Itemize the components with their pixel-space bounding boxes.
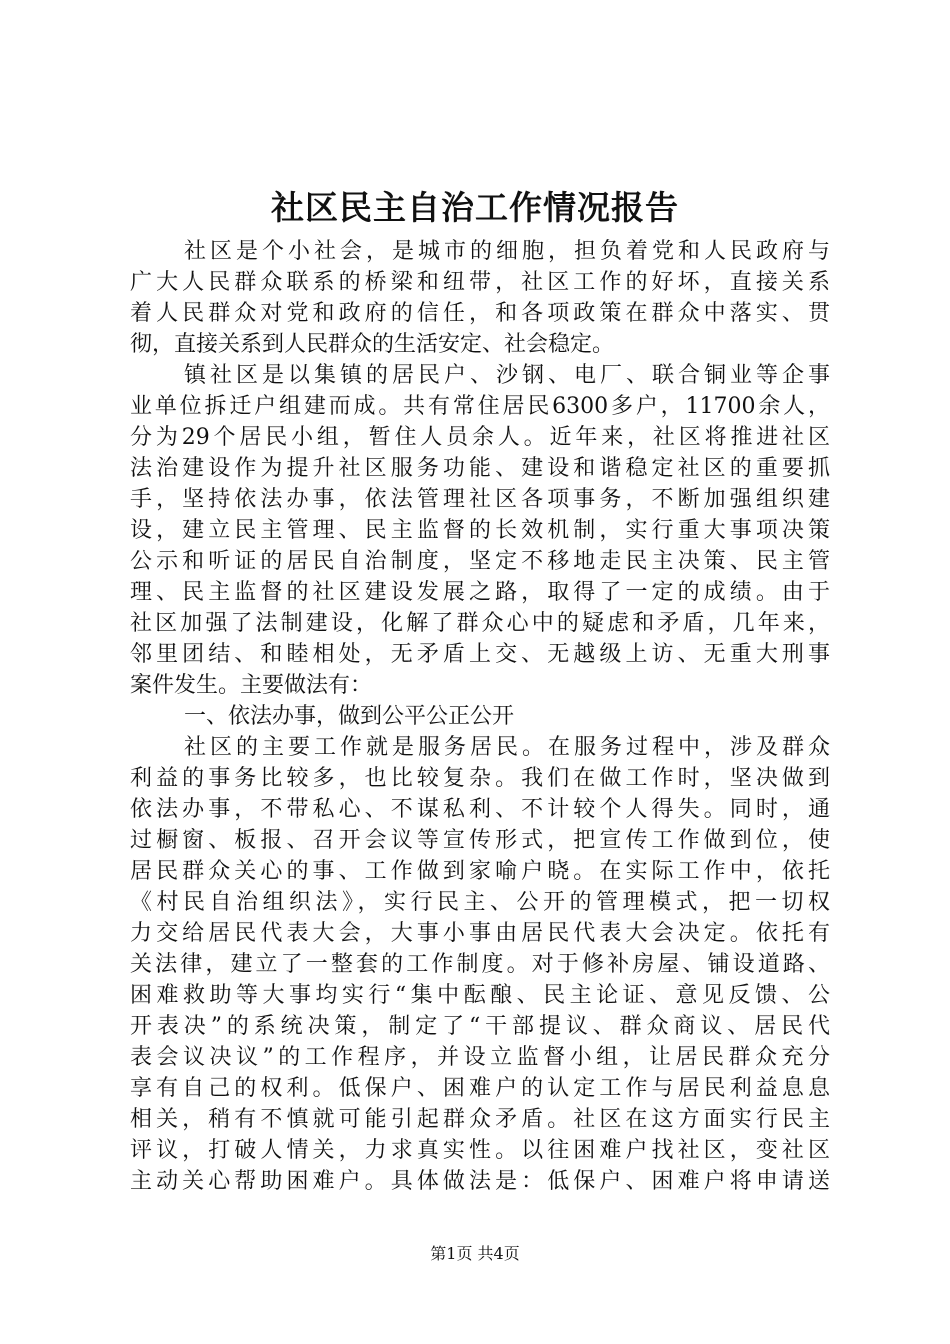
- document-title: 社区民主自治工作情况报告: [271, 188, 679, 227]
- text-line: 广大人民群众联系的桥梁和纽带，社区工作的好坏，直接关系: [130, 270, 830, 295]
- section-heading: 一、依法办事，做到公平公正公开: [184, 704, 515, 729]
- text-line: 理、民主监督的社区建设发展之路，取得了一定的成绩。由于: [130, 580, 830, 605]
- text-line: 关法律，建立了一整套的工作制度。对于修补房屋、铺设道路、: [130, 952, 830, 977]
- text-line: 居民群众关心的事、工作做到家喻户晓。在实际工作中，依托: [130, 859, 830, 884]
- text-line: 法治建设作为提升社区服务功能、建设和谐稳定社区的重要抓: [130, 456, 830, 481]
- text-line: 手，坚持依法办事，依法管理社区各项事务，不断加强组织建: [130, 487, 830, 512]
- text-line: 主动关心帮助困难户。具体做法是：低保户、困难户将申请送: [130, 1169, 830, 1194]
- text-line: 彻，直接关系到人民群众的生活安定、社会稳定。: [130, 332, 615, 357]
- text-line: 镇社区是以集镇的居民户、沙钢、电厂、联合铜业等企事: [184, 363, 830, 388]
- text-line: 分为29个居民小组，暂住人员余人。近年来，社区将推进社区: [130, 425, 830, 450]
- text-line: 表会议决议”的工作程序，并设立监督小组，让居民群众充分: [130, 1045, 830, 1070]
- text-line: 社区是个小社会，是城市的细胞，担负着党和人民政府与: [184, 239, 830, 264]
- text-line: 依法办事，不带私心、不谋私利、不计较个人得失。同时，通: [130, 797, 830, 822]
- text-line: 享有自己的权利。低保户、困难户的认定工作与居民利益息息: [130, 1076, 830, 1101]
- text-line: 力交给居民代表大会，大事小事由居民代表大会决定。依托有: [130, 921, 830, 946]
- text-line: 社区加强了法制建设，化解了群众心中的疑虑和矛盾，几年来，: [130, 611, 830, 636]
- text-line: 业单位拆迁户组建而成。共有常住居民6300多户，11700余人，: [130, 394, 830, 419]
- page-number-footer: 第1页 共4页: [430, 1244, 520, 1263]
- text-line: 设，建立民主管理、民主监督的长效机制，实行重大事项决策: [130, 518, 830, 543]
- text-line: 《村民自治组织法》，实行民主、公开的管理模式，把一切权: [130, 890, 830, 915]
- text-line: 过橱窗、板报、召开会议等宣传形式，把宣传工作做到位，使: [130, 828, 830, 853]
- text-line: 案件发生。主要做法有：: [130, 673, 373, 698]
- text-line: 着人民群众对党和政府的信任，和各项政策在群众中落实、贯: [130, 301, 830, 326]
- text-line: 困难救助等大事均实行“集中酝酿、民主论证、意见反馈、公: [130, 983, 830, 1008]
- text-line: 相关，稍有不慎就可能引起群众矛盾。社区在这方面实行民主: [130, 1107, 830, 1132]
- text-line: 邻里团结、和睦相处，无矛盾上交、无越级上访、无重大刑事: [130, 642, 830, 667]
- text-line: 利益的事务比较多，也比较复杂。我们在做工作时，坚决做到: [130, 766, 830, 791]
- text-line: 开表决”的系统决策，制定了“干部提议、群众商议、居民代: [130, 1014, 830, 1039]
- text-line: 评议，打破人情关，力求真实性。以往困难户找社区，变社区: [130, 1138, 830, 1163]
- text-line: 社区的主要工作就是服务居民。在服务过程中，涉及群众: [184, 735, 830, 760]
- text-line: 公示和听证的居民自治制度，坚定不移地走民主决策、民主管: [130, 549, 830, 574]
- document-body: [130, 236, 830, 1197]
